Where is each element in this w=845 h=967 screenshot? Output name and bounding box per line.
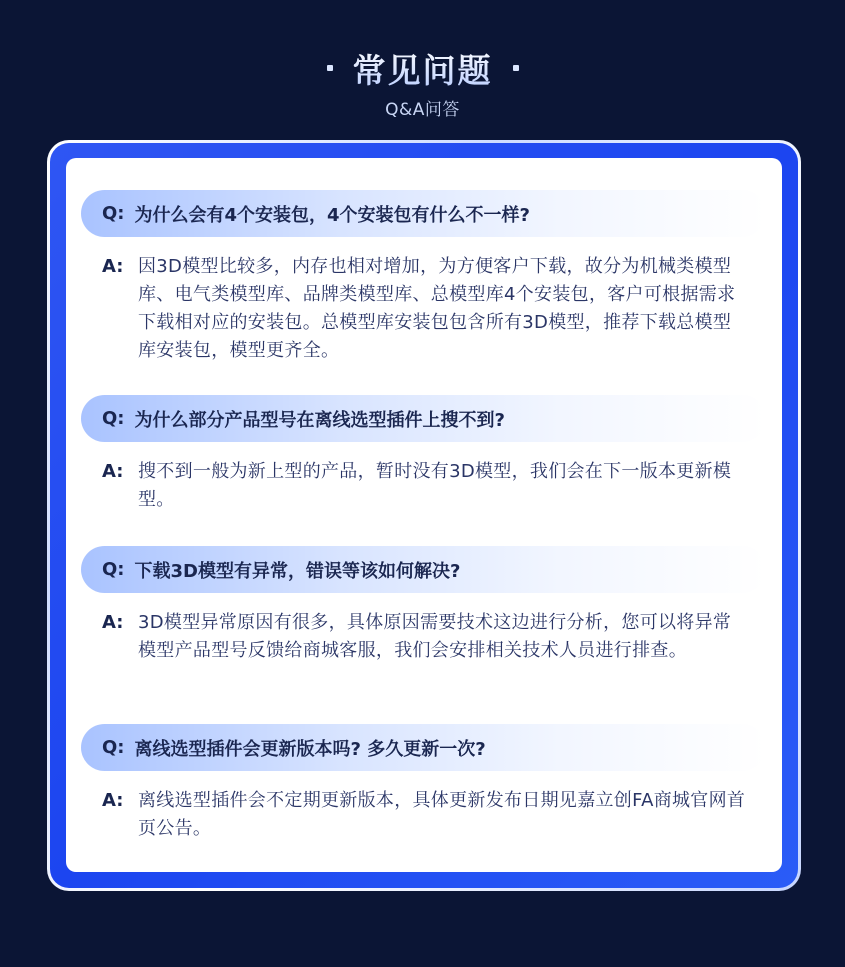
question-prefix: Q: (102, 203, 125, 224)
answer-block (81, 458, 766, 514)
question-text: 离线选型插件会更新版本吗? 多久更新一次? (134, 738, 486, 760)
question-text: 为什么会有4个安装包，4个安装包有什么不一样? (134, 204, 530, 226)
faq-item (81, 724, 766, 843)
page-subtitle: Q&A问答 (385, 100, 460, 120)
answer-text: 离线选型插件会不定期更新版本，具体更新发布日期见嘉立创FA商城官网首页公告。 (138, 790, 746, 839)
answer-block (81, 253, 766, 365)
question-text: 下载3D模型有异常，错误等该如何解决? (134, 560, 461, 582)
page-header (0, 44, 845, 120)
answer-text: 因3D模型比较多，内存也相对增加，为方便客户下载，故分为机械类模型库、电气类模型库、品牌类模型库、总模型库4个安装包，客户可根据需求下载相对应的安装包。总模型库安装包包含所有3D模型，推荐下载总模型库安装包，模型更齐全。 (138, 256, 736, 361)
page-title: 常见问题 (353, 45, 493, 92)
title-dot-right (513, 65, 519, 71)
title-row (0, 44, 845, 92)
answer-block (81, 609, 766, 665)
answer-prefix: A: (102, 461, 124, 482)
question-prefix: Q: (102, 559, 125, 580)
faq-panel (66, 158, 782, 872)
question-bar (81, 190, 766, 237)
question-prefix: Q: (102, 408, 125, 429)
faq-item (81, 546, 766, 665)
answer-text: 3D模型异常原因有很多，具体原因需要技术这边进行分析，您可以将异常模型产品型号反馈给商城客服，我们会安排相关技术人员进行排查。 (138, 612, 732, 661)
faq-item (81, 395, 766, 514)
question-prefix: Q: (102, 737, 125, 758)
question-text: 为什么部分产品型号在离线选型插件上搜不到? (134, 409, 505, 431)
question-bar (81, 724, 766, 771)
answer-prefix: A: (102, 612, 124, 633)
faq-card (47, 140, 801, 891)
faq-card-frame (50, 143, 798, 888)
question-bar (81, 546, 766, 593)
answer-block (81, 787, 766, 843)
title-dot-left (327, 65, 333, 71)
faq-item (81, 190, 766, 365)
answer-text: 搜不到一般为新上型的产品，暂时没有3D模型，我们会在下一版本更新模型。 (138, 461, 732, 510)
question-bar (81, 395, 766, 442)
answer-prefix: A: (102, 790, 124, 811)
answer-prefix: A: (102, 256, 124, 277)
